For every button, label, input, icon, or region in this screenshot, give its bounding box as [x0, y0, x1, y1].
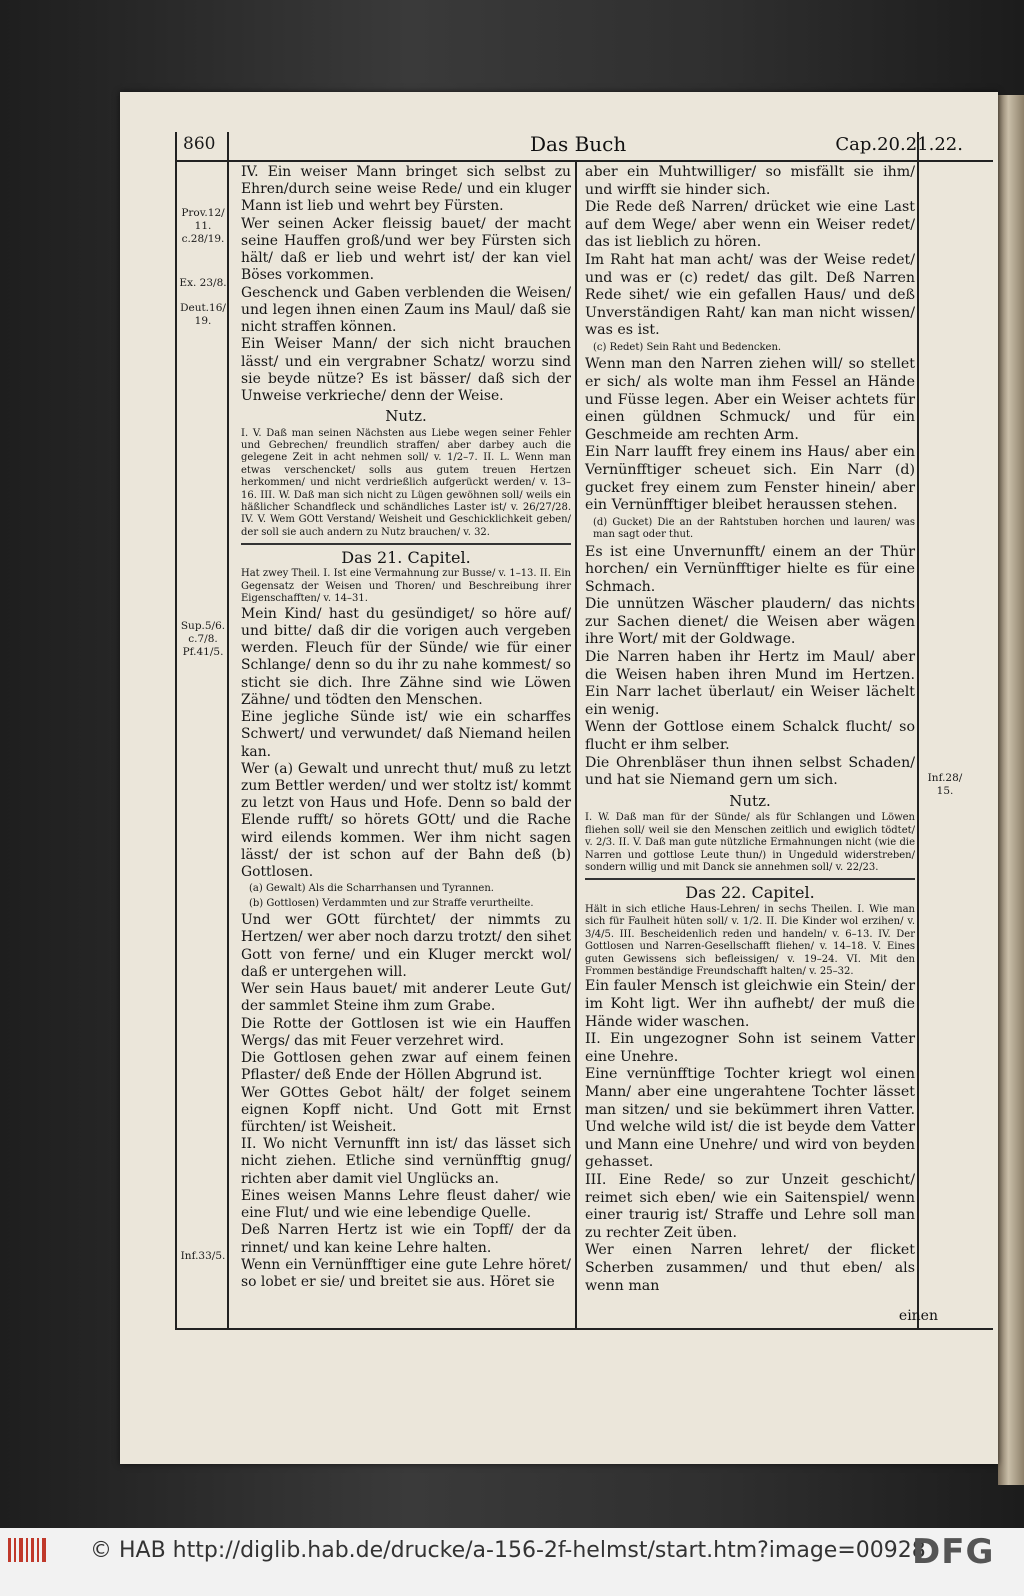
- gloss: (d) Gucket) Die an der Rahtstuben horchen und lauren/ was man sagt oder thut.: [593, 516, 915, 541]
- verse: Die Rede deß Narren/ drücket wie eine Last auf dem Wege/ aber wenn ein Weiser redet/ das ist lieblich zu hören.: [585, 199, 915, 251]
- right-column: [585, 164, 915, 1295]
- verse: II. Wo nicht Vernunfft inn ist/ das lässet sich nicht ziehen. Etliche sind vernünfftig gnug/ richten aber damit viel Unglücks an.: [241, 1136, 571, 1187]
- verse: Wer (a) Gewalt und unrecht thut/ muß zu letzt zum Bettler werden/ und wer stoltz ist/ kommt zu letzt von Haus und Hofe. Denn so bald der Elende rufft/ so hörets GOtt/ und die Rache wird eilends kommen. Wer ihm nicht sagen lässt/ der ist schon auf der Bahn deß (b) Gottlosen.: [241, 760, 571, 881]
- verse: Die Narren haben ihr Hertz im Maul/ aber die Weisen haben ihren Mund im Hertzen. Ein Narr lachet überlaut/ ein Weiser lächelt ein wenig.: [585, 649, 915, 718]
- verse: Ein Weiser Mann/ der sich nicht brauchen lässt/ und ein vergrabner Schatz/ worzu sind sie beyde nütze? Es ist bässer/ daß sich der Unweise verkrieche/ denn der Weise.: [241, 336, 571, 405]
- header-rule: [175, 160, 993, 162]
- catchword: einen: [898, 1308, 938, 1324]
- margin-note: Sup.5/6. c.7/8. Pf.41/5.: [180, 620, 226, 658]
- verse: Im Raht hat man acht/ was der Weise redet/ und was er (c) redet/ das gilt. Deß Narren Rede sihet/ wie ein gefallen Haus/ und deß Unverständigen Raht/ kan man nicht wissen/ was es ist.: [585, 251, 915, 339]
- verse: III. Eine Rede/ so zur Unzeit geschicht/ reimet sich eben/ wie ein Saitenspiel/ wenn einer traurig ist/ Straffe und Lehre soll man zu rechter Zeit üben.: [585, 1172, 915, 1241]
- bottom-rule: [175, 1328, 993, 1330]
- running-header: [175, 132, 993, 160]
- verse: II. Ein ungezogner Sohn ist seinem Vatter eine Unehre.: [585, 1031, 915, 1065]
- gloss: (b) Gottlosen) Verdammten und zur Straffe verurtheilte.: [249, 897, 534, 909]
- book-title: Das Buch: [530, 132, 627, 156]
- gloss: (a) Gewalt) Als die Scharrhansen und Tyrannen.: [249, 883, 494, 895]
- nutz-text: I. W. Daß man für der Sünde/ als für Schlangen und Löwen fliehen soll/ weil sie den Menschen zeitlich und ewiglich tödtet/ v. 2/3. II. V. Daß man gute nützliche Ermahnungen nicht (wie die Narren und gottlose Leute thun/) in Ungeduld widerstreben/ sondern willig und mit Danck sie annehmen soll/ v. 22/23.: [585, 812, 915, 874]
- margin-note: Prov.12/ 11. c.28/19.: [181, 207, 225, 245]
- verse: aber ein Muhtwilliger/ so misfällt sie ihm/ und wirfft sie hinder sich.: [585, 164, 915, 198]
- left-column: [241, 164, 571, 1291]
- margin-note: Inf.28/ 15.: [927, 772, 963, 797]
- verse: Wer seinen Acker fleissig bauet/ der macht seine Hauffen groß/und wer bey Fürsten sich hält/ daß er lieb und wehrt ist/ der kan viel Böses vorkommen.: [241, 215, 571, 284]
- verse: Deß Narren Hertz ist wie ein Topff/ der da rinnet/ und kan keine Lehre halten.: [241, 1222, 571, 1256]
- verse: Und wer GOtt fürchtet/ der nimmts zu Hertzen/ wer aber noch darzu trotzt/ den sihet Gott von ferne/ und ein Kluger merckt wol/ daß er untergehen will.: [241, 912, 571, 980]
- verse: Wer sein Haus bauet/ mit anderer Leute Gut/ der sammlet Steine ihm zum Grabe.: [241, 981, 571, 1015]
- verse: Es ist eine Unvernunfft/ einem an der Thür horchen/ ein Vernünfftiger hielte es für eine Schmach.: [585, 543, 915, 595]
- page-edge: [998, 95, 1024, 1485]
- chapter-summary: Hält in sich etliche Haus-Lehren/ in sechs Theilen. I. Wie man sich für Faulheit hüten soll/ v. 1/2. II. Die Kinder wol erzihen/ v. 3/4/5. III. Bescheidenlich reden und handeln/ v. 6–13. IV. Der Gottlosen und Narren-Gesellschafft fliehen/ v. 14–18. V. Eines guten Gewissens sich befleissigen/ v. 19–24. VI. Mit den Frommen beständige Freundschafft halten/ v. 25–32.: [585, 904, 915, 978]
- verse: Ein fauler Mensch ist gleichwie ein Stein/ der im Koht ligt. Wer ihn aufhebt/ der muß die Hände wider waschen.: [585, 978, 915, 1030]
- verse: Ein Narr laufft frey einem ins Haus/ aber ein Vernünfftiger scheuet sich. Ein Narr (d) gucket frey einem zum Fenster hinein/ aber ein Vernünfftiger bleibet heraussen stehen.: [585, 444, 915, 514]
- hab-barcode-icon: [6, 1534, 50, 1566]
- column-divider: [575, 160, 577, 1328]
- verse: Eine vernünfftige Tochter kriegt wol einen Mann/ aber eine ungerahtene Tochter lässet man sitzen/ und sie bekümmert ihren Vatter. Und welche wild ist/ die ist beyde dem Vatter und Mann eine Unehre/ und wird von beyden gehasset.: [585, 1066, 915, 1171]
- verse: Wenn ein Vernünfftiger eine gute Lehre höret/ so lobet er sie/ und breitet sie aus. Höret sie: [241, 1256, 571, 1291]
- verse: Die Rotte der Gottlosen ist wie ein Hauffen Wergs/ das mit Feuer verzehret wird.: [241, 1015, 571, 1049]
- chapter-summary: Hat zwey Theil. I. Ist eine Vermahnung zur Busse/ v. 1–13. II. Ein Gegensatz der Weisen und Thoren/ und Beschreibung ihrer Eigenschafften/ v. 14–31.: [241, 568, 571, 605]
- verse: Geschenck und Gaben verblenden die Weisen/ und legen ihnen einen Zaum ins Maul/ daß sie nicht straffen können.: [241, 284, 571, 336]
- verse: Wenn der Gottlose einem Schalck flucht/ so flucht er ihm selber.: [585, 719, 915, 754]
- verse: Die Gottlosen gehen zwar auf einem feinen Pflaster/ deß Ende der Höllen Abgrund ist.: [241, 1050, 571, 1084]
- divider: [585, 878, 915, 880]
- margin-rule-right: [917, 132, 919, 1328]
- verse: Wenn man den Narren ziehen will/ so stellet er sich/ als wolte man ihm Fessel an Hände und Füsse legen. Aber ein Weiser achtets für einen güldnen Schmuck/ und für ein Geschmeide am rechten Arm.: [585, 356, 915, 443]
- margin-note: Ex. 23/8.: [179, 277, 227, 289]
- verse: Eines weisen Manns Lehre fleust daher/ wie eine Flut/ und wie eine lebendige Quelle.: [241, 1187, 571, 1222]
- section-heading: Nutz.: [385, 407, 427, 426]
- margin-note: Deut.16/ 19.: [180, 302, 226, 327]
- nutz-text: I. V. Daß man seinen Nächsten aus Liebe wegen seiner Fehler und Gebrechen/ freundlich straffen/ aber darbey auch die gelegene Zeit in acht nehmen soll/ v. 1/2–7. II. L. Wenn man etwas verschencket/ solls aus gutem treuen Hertzen herkommen/ und nicht verdrießlich aufgerückt werden/ v. 13–16. III. W. Daß man sich nicht zu Lügen gewöhnen soll/ weils ein häßlicher Schandfleck und schändliches Laster ist/ v. 26/27/28. IV. V. Wem GOtt Verstand/ Weisheit und Geschicklichkeit geben/ der soll sie auch andern zu Nutz brauchen/ v. 32.: [241, 427, 571, 538]
- page-number: 860: [183, 134, 216, 154]
- footer-bar: [0, 1528, 1024, 1596]
- dfg-logo: DFG: [912, 1532, 995, 1572]
- divider: [241, 543, 571, 545]
- verse: Die Ohrenbläser thun ihnen selbst Schaden/ und hat sie Niemand gern um sich.: [585, 754, 915, 789]
- verse: IV. Ein weiser Mann bringet sich selbst zu Ehren/durch seine weise Rede/ und ein kluger Mann ist lieb und wehrt bey Fürsten.: [241, 164, 571, 215]
- verse: Wer GOttes Gebot hält/ der folget seinem eignen Kopff nicht. Und Gott mit Ernst fürchten/ ist Weisheit.: [241, 1084, 571, 1135]
- verse: Mein Kind/ hast du gesündiget/ so höre auf/ und bitte/ daß dir die vorigen auch vergeben werden. Fleuch für der Sünde/ wie für einer Schlange/ denn so du ihr zu nahe kommest/ so sticht sie dich. Ihre Zähne sind wie Löwen Zähne/ und tödten den Menschen.: [241, 605, 571, 708]
- margin-note: Inf.33/5.: [180, 1250, 226, 1262]
- chapter-reference: Cap.20.21.22.: [835, 134, 963, 155]
- copyright-url[interactable]: © HAB http://diglib.hab.de/drucke/a-156-2f-helmst/start.htm?image=00928: [90, 1538, 926, 1563]
- book-page: [120, 92, 998, 1464]
- chapter-title: Das 21. Capitel.: [341, 548, 471, 568]
- chapter-title: Das 22. Capitel.: [685, 883, 815, 903]
- verse: Wer einen Narren lehret/ der flicket Scherben zusammen/ und thut eben/ als wenn man: [585, 1242, 915, 1294]
- verse: Die unnützen Wäscher plaudern/ das nichts zur Sachen dienet/ die Weisen aber wägen ihre Wort/ mit der Goldwage.: [585, 596, 915, 648]
- section-heading: Nutz.: [729, 791, 771, 810]
- page-frame: [175, 132, 993, 1444]
- verse: Eine jegliche Sünde ist/ wie ein scharffes Schwert/ und verwundet/ daß Niemand heilen kan.: [241, 709, 571, 760]
- gloss: (c) Redet) Sein Raht und Bedencken.: [593, 341, 782, 353]
